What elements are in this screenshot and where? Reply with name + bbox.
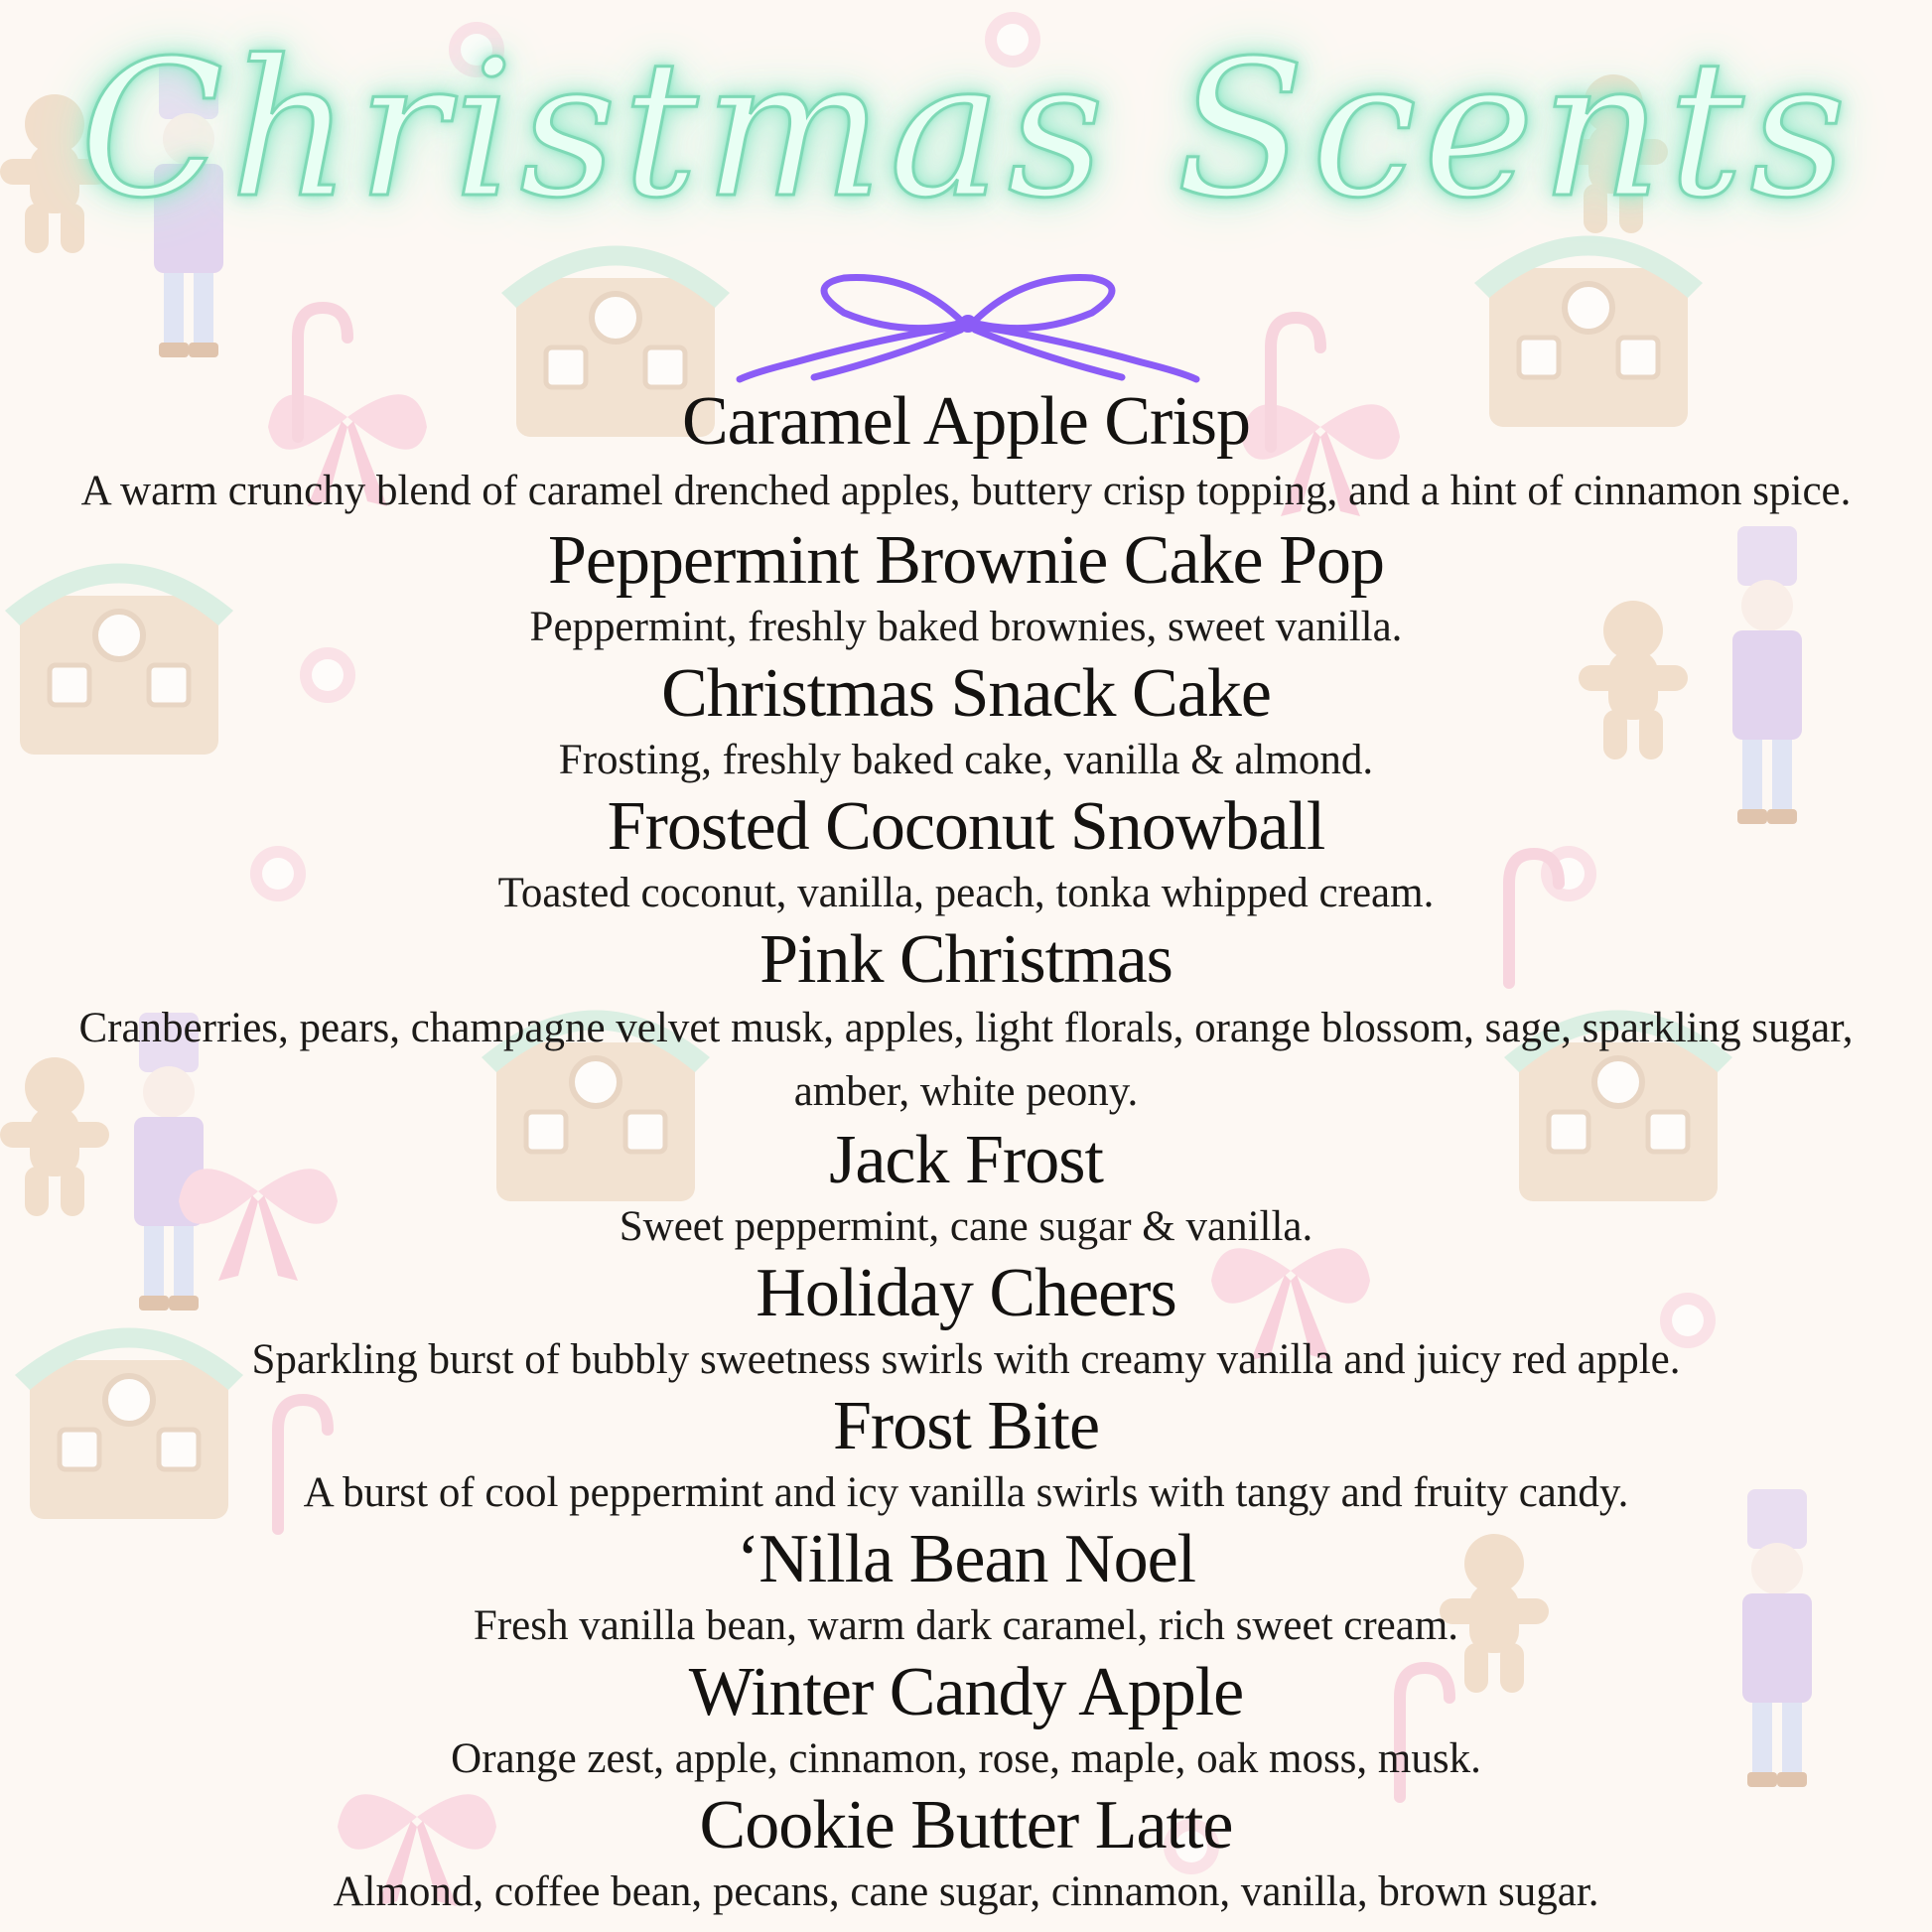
scent-name: Frost Bite	[832, 1388, 1100, 1464]
scent-description: A burst of cool peppermint and icy vanilla swirls with tangy and fruity candy.	[303, 1469, 1629, 1516]
scent-item	[30, 385, 1902, 524]
scent-name: Jack Frost	[829, 1122, 1103, 1198]
ribbon-bow-icon	[735, 268, 1201, 387]
scent-description: A warm crunchy blend of caramel drenched apples, buttery crisp topping, and a hint of cinnamon spice.	[80, 468, 1852, 514]
scent-description: Sparkling burst of bubbly sweetness swirls with creamy vanilla and juicy red apple.	[251, 1336, 1681, 1383]
scent-name: Christmas Snack Cake	[661, 655, 1271, 732]
scent-name: Caramel Apple Crisp	[681, 383, 1250, 460]
scent-name: Peppermint Brownie Cake Pop	[547, 522, 1385, 599]
scent-item	[30, 657, 1902, 790]
scent-item	[30, 1390, 1902, 1523]
page-title: Christmas Scents	[79, 20, 1853, 239]
scent-description: Orange zest, apple, cinnamon, rose, maple, oak moss, musk.	[451, 1735, 1481, 1782]
scent-item	[30, 790, 1902, 923]
scent-name: Pink Christmas	[759, 921, 1173, 998]
scent-name: Frosted Coconut Snowball	[607, 788, 1325, 865]
scent-item	[30, 1656, 1902, 1789]
scent-item	[30, 923, 1902, 1124]
scent-description: Peppermint, freshly baked brownies, sweet vanilla.	[529, 604, 1403, 650]
scent-description: Almond, coffee bean, pecans, cane sugar, cinnamon, vanilla, brown sugar.	[333, 1868, 1599, 1915]
scent-name: ‘Nilla Bean Noel	[736, 1521, 1196, 1597]
scent-item	[30, 524, 1902, 657]
scent-item	[30, 1523, 1902, 1656]
scent-description: Fresh vanilla bean, warm dark caramel, rich sweet cream.	[473, 1602, 1459, 1649]
scent-name: Holiday Cheers	[756, 1255, 1176, 1331]
scent-name: Cookie Butter Latte	[699, 1787, 1233, 1863]
scent-item	[30, 1789, 1902, 1922]
scent-description: Cranberries, pears, champagne velvet musk, apples, light florals, orange blossom, sage, sparkling sugar, amber, white peony.	[78, 1005, 1854, 1115]
scent-description: Sweet peppermint, cane sugar & vanilla.	[619, 1203, 1313, 1250]
scent-description: Toasted coconut, vanilla, peach, tonka whipped cream.	[497, 870, 1435, 916]
scent-description: Frosting, freshly baked cake, vanilla & almond.	[558, 737, 1374, 783]
scent-list	[30, 385, 1902, 1922]
scent-item	[30, 1124, 1902, 1257]
scent-item	[30, 1257, 1902, 1390]
scent-name: Winter Candy Apple	[688, 1654, 1244, 1730]
